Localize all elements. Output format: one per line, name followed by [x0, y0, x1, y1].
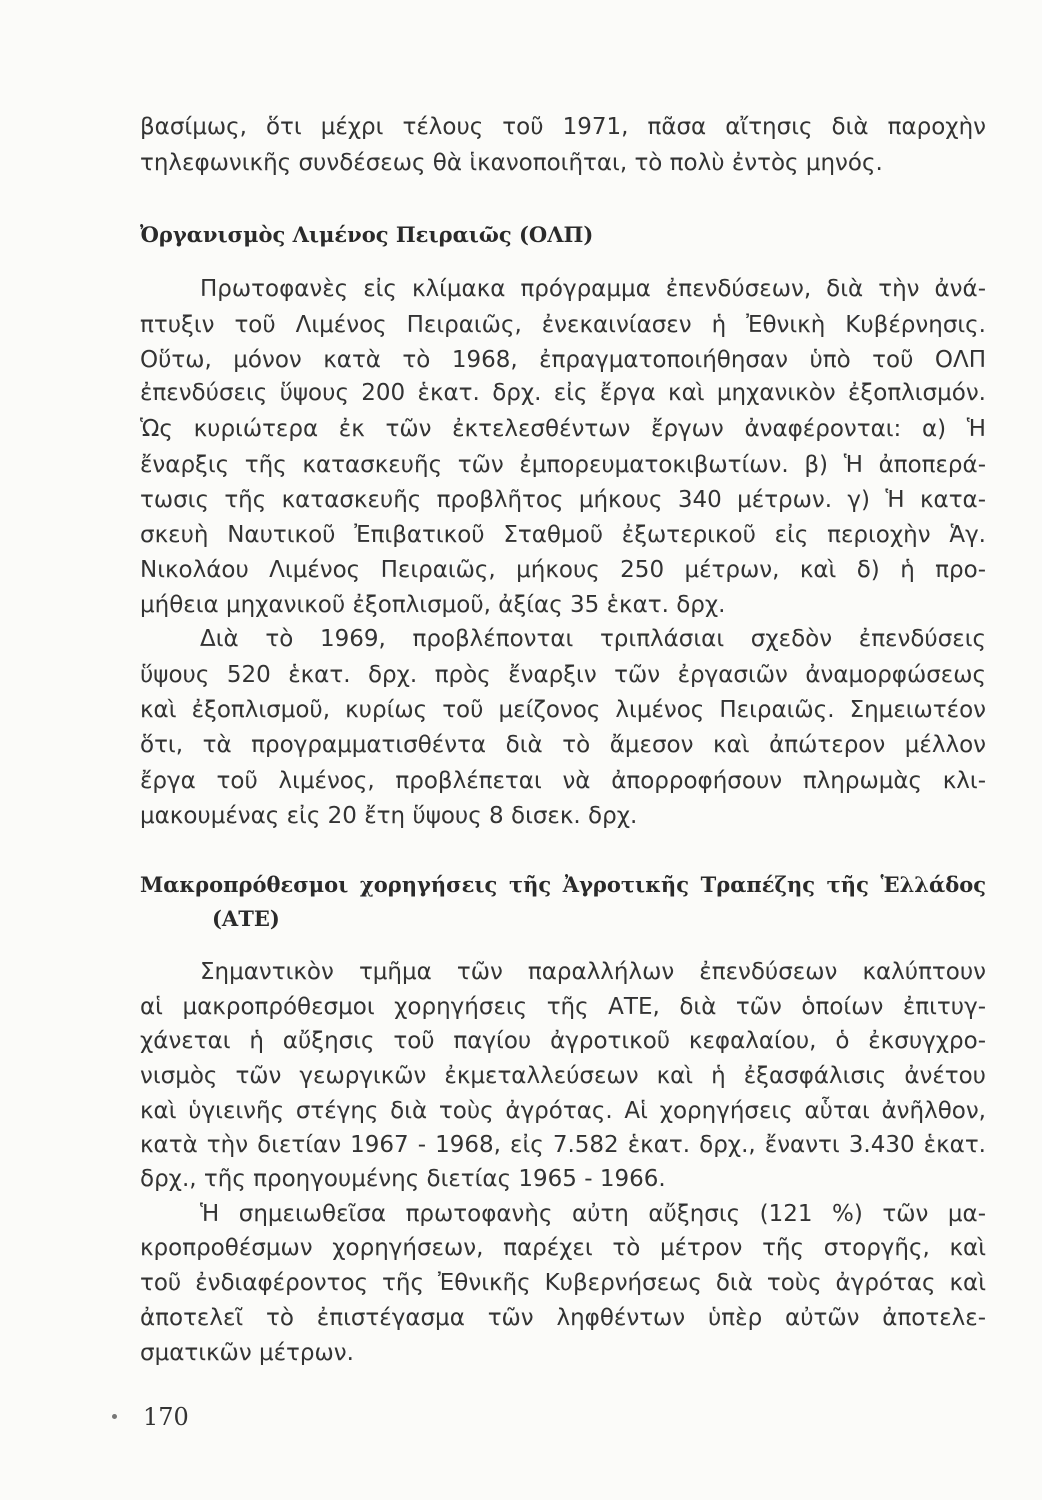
section-heading-ate: Μακροπρόθεσμοι χορηγήσεις τῆς Ἀγροτικῆς Τραπέζης τῆς Ἑλλάδος — [140, 872, 986, 897]
text-line: σματικῶν μέτρων. — [140, 1340, 354, 1366]
text-line: τωσις τῆς κατασκευῆς προβλῆτος μήκους 340 μέτρων. γ) Ἡ κατα- — [140, 487, 986, 513]
text-line: Οὕτω, μόνον κατὰ τὸ 1968, ἐπραγματοποιήθησαν ὑπὸ τοῦ ΟΛΠ — [140, 347, 986, 373]
text-line: Σημαντικὸν τμῆμα τῶν παραλλήλων ἐπενδύσεων καλύπτουν — [200, 959, 986, 985]
text-line: καὶ ὑγιεινῆς στέγης διὰ τοὺς ἀγρότας. Αἱ χορηγήσεις αὗται ἀνῆλθον, — [140, 1098, 986, 1124]
section-heading-olp: Ὀργανισμὸς Λιμένος Πειραιῶς (ΟΛΠ) — [140, 222, 594, 247]
text-line: Νικολάου Λιμένος Πειραιῶς, μήκους 250 μέτρων, καὶ δ) ἡ προ- — [140, 557, 986, 583]
text-line: χάνεται ἡ αὔξησις τοῦ παγίου ἀγροτικοῦ κεφαλαίου, ὁ ἐκσυγχρο- — [140, 1028, 986, 1054]
text-line: ἔναρξις τῆς κατασκευῆς τῶν ἐμπορευματοκιβωτίων. β) Ἡ ἀποπερά- — [140, 452, 986, 478]
text-line: τοῦ ἐνδιαφέροντος τῆς Ἐθνικῆς Κυβερνήσεως διὰ τοὺς ἀγρότας καὶ — [140, 1270, 986, 1296]
text-line: Διὰ τὸ 1969, προβλέπονται τριπλάσιαι σχεδὸν ἐπενδύσεις — [200, 626, 986, 652]
text-line: αἱ μακροπρόθεσμοι χορηγήσεις τῆς ΑΤΕ, διὰ τῶν ὁποίων ἐπιτυγ- — [140, 994, 986, 1020]
text-line: δρχ., τῆς προηγουμένης διετίας 1965 - 1966. — [140, 1166, 666, 1192]
text-line: μακουμένας εἰς 20 ἔτη ὕψους 8 δισεκ. δρχ. — [140, 803, 638, 829]
text-line: Ὡς κυριώτερα ἐκ τῶν ἐκτελεσθέντων ἔργων ἀναφέρονται: α) Ἡ — [140, 416, 986, 442]
text-line: κροπροθέσμων χορηγήσεων, παρέχει τὸ μέτρον τῆς στοργῆς, καὶ — [140, 1235, 986, 1261]
text-line: ὕψους 520 ἑκατ. δρχ. πρὸς ἔναρξιν τῶν ἐργασιῶν ἀναμορφώσεως — [140, 662, 986, 688]
text-line: κατὰ τὴν διετίαν 1967 - 1968, εἰς 7.582 ἑκατ. δρχ., ἔναντι 3.430 ἑκατ. — [140, 1132, 986, 1158]
text-line: ὅτι, τὰ προγραμματισθέντα διὰ τὸ ἄμεσον καὶ ἀπώτερον μέλλον — [140, 732, 986, 758]
text-line: Πρωτοφανὲς εἰς κλίμακα πρόγραμμα ἐπενδύσεων, διὰ τὴν ἀνά- — [200, 276, 986, 302]
page-number: 170 — [143, 1403, 189, 1431]
text-line: ἀποτελεῖ τὸ ἐπιστέγασμα τῶν ληφθέντων ὑπὲρ αὐτῶν ἀποτελε- — [140, 1305, 986, 1331]
text-line: Ἡ σημειωθεῖσα πρωτοφανὴς αὐτη αὔξησις (121 %) τῶν μα- — [200, 1201, 986, 1227]
text-line: πτυξιν τοῦ Λιμένος Πειραιῶς, ἐνεκαινίασεν ἡ Ἐθνικὴ Κυβέρνησις. — [140, 312, 986, 338]
text-line: ἔργα τοῦ λιμένος, προβλέπεται νὰ ἀπορροφήσουν πληρωμὰς κλι- — [140, 768, 986, 794]
margin-dot — [112, 1414, 117, 1419]
text-line: ἐπενδύσεις ὕψους 200 ἑκατ. δρχ. εἰς ἔργα καὶ μηχανικὸν ἐξοπλισμόν. — [140, 380, 986, 406]
text-line: βασίμως, ὅτι μέχρι τέλους τοῦ 1971, πᾶσα αἴτησις διὰ παροχὴν — [140, 114, 986, 140]
text-line: σκευὴ Ναυτικοῦ Ἐπιβατικοῦ Σταθμοῦ ἐξωτερικοῦ εἰς περιοχὴν Ἁγ. — [140, 522, 986, 548]
text-line: τηλεφωνικῆς συνδέσεως θὰ ἱκανοποιῆται, τὸ πολὺ ἐντὸς μηνός. — [140, 150, 883, 176]
section-heading-ate-abbrev: (ΑΤΕ) — [212, 906, 280, 931]
text-line: νισμὸς τῶν γεωργικῶν ἐκμεταλλεύσεων καὶ ἡ ἐξασφάλισις ἀνέτου — [140, 1063, 986, 1089]
text-line: μήθεια μηχανικοῦ ἐξοπλισμοῦ, ἀξίας 35 ἑκατ. δρχ. — [140, 592, 726, 618]
text-line: καὶ ἐξοπλισμοῦ, κυρίως τοῦ μείζονος λιμένος Πειραιῶς. Σημειωτέον — [140, 697, 986, 723]
